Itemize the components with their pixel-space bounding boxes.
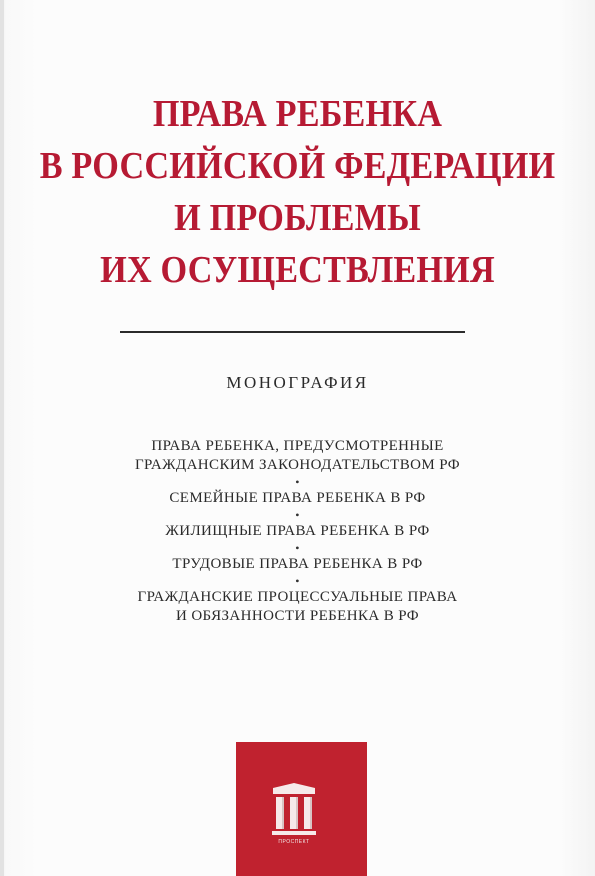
title-line: В РОССИЙСКОЙ ФЕДЕРАЦИИ <box>39 145 556 187</box>
title-divider <box>120 331 465 333</box>
topic-item <box>0 555 595 574</box>
bullet-separator: • <box>295 574 300 588</box>
topic-line: ПРАВА РЕБЕНКА, ПРЕДУСМОТРЕННЫЕ <box>151 438 444 454</box>
topic-line: СЕМЕЙНЫЕ ПРАВА РЕБЕНКА В РФ <box>169 490 426 506</box>
topic-line: ГРАЖДАНСКИМ ЗАКОНОДАТЕЛЬСТВОМ РФ <box>134 457 461 473</box>
bullet-separator: • <box>295 541 300 555</box>
title-line: ИХ ОСУЩЕСТВЛЕНИЯ <box>100 249 495 291</box>
topic-item <box>0 522 595 541</box>
publisher-columns-icon <box>269 780 319 836</box>
genre-label: МОНОГРАФИЯ <box>226 373 369 392</box>
topic-line: ЖИЛИЩНЫЕ ПРАВА РЕБЕНКА В РФ <box>165 523 430 539</box>
topic-item <box>0 588 595 626</box>
bullet-separator: • <box>295 475 300 489</box>
topic-item <box>0 489 595 508</box>
topic-line: ТРУДОВЫЕ ПРАВА РЕБЕНКА В РФ <box>172 556 423 572</box>
title-line: И ПРОБЛЕМЫ <box>174 197 421 239</box>
title-line: ПРАВА РЕБЕНКА <box>152 93 443 135</box>
topic-line: ГРАЖДАНСКИЕ ПРОЦЕССУАЛЬНЫЕ ПРАВА <box>137 589 458 605</box>
publisher-name: ПРОСПЕКТ <box>278 839 310 845</box>
bullet-separator: • <box>295 508 300 522</box>
topic-item <box>0 437 595 475</box>
publisher-badge <box>236 742 367 876</box>
topic-line: И ОБЯЗАННОСТИ РЕБЕНКА В РФ <box>175 608 420 624</box>
topics-list <box>0 437 595 626</box>
book-title <box>0 88 595 296</box>
